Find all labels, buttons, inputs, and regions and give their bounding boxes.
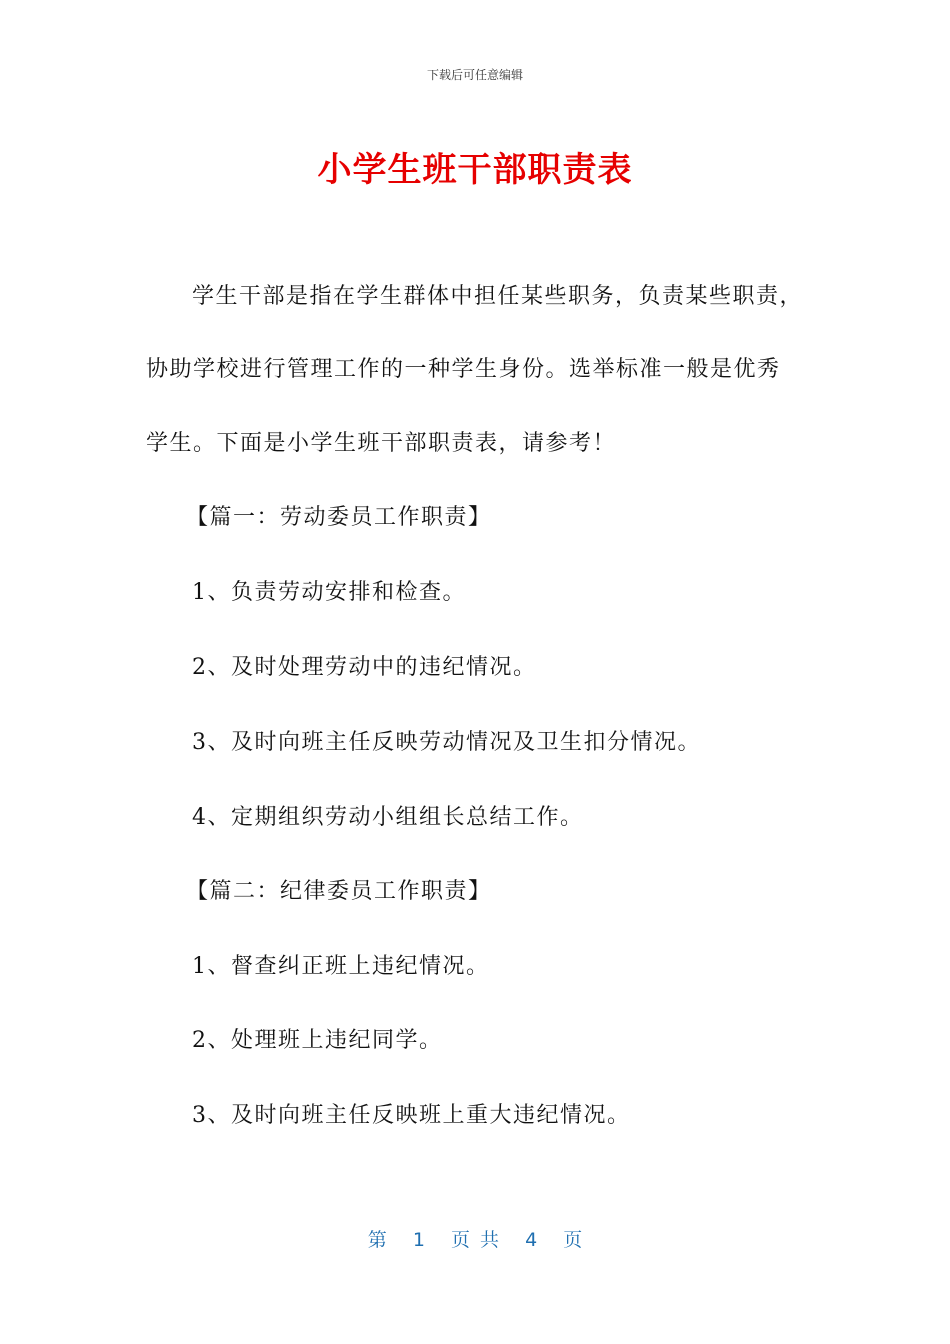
list-item: 3、及时向班主任反映劳动情况及卫生扣分情况。	[192, 730, 701, 755]
page-footer	[0, 1225, 950, 1252]
footer-total-pages: 4	[525, 1229, 538, 1251]
list-item: 4、定期组织劳动小组组长总结工作。	[192, 805, 584, 830]
footer-page-suffix: 页	[563, 1229, 583, 1251]
section-heading: 【篇二：纪律委员工作职责】	[186, 879, 492, 904]
list-item: 1、督查纠正班上违纪情况。	[192, 954, 490, 979]
intro-line-3: 学生。下面是小学生班干部职责表，请参考！	[146, 431, 617, 456]
list-item: 2、处理班上违纪同学。	[192, 1028, 443, 1053]
list-item: 3、及时向班主任反映班上重大违纪情况。	[192, 1103, 631, 1128]
intro-line-1: 学生干部是指在学生群体中担任某些职务，负责某些职责，	[192, 284, 804, 309]
list-item: 2、及时处理劳动中的违纪情况。	[192, 655, 537, 680]
footer-page-of: 页 共	[450, 1229, 500, 1251]
footer-page-label: 第	[367, 1229, 387, 1251]
intro-line-2: 协助学校进行管理工作的一种学生身份。选举标准一般是优秀	[146, 357, 781, 382]
footer-page-number: 1	[412, 1229, 425, 1251]
document-title: 小学生班干部职责表	[317, 150, 633, 190]
header-note: 下载后可任意编辑	[426, 68, 523, 82]
section-heading: 【篇一：劳动委员工作职责】	[186, 505, 492, 530]
list-item: 1、负责劳动安排和检查。	[192, 580, 466, 605]
